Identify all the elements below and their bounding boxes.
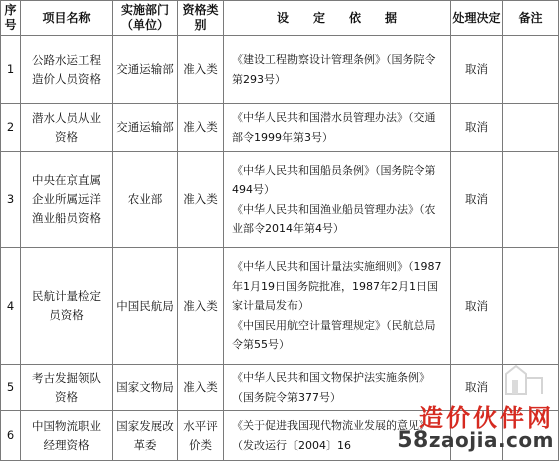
watermark-brand: 造价伙伴网	[419, 403, 554, 432]
basis-line: 《中国民用航空计量管理规定》（民航总局令第55号）	[232, 318, 436, 352]
row-no: 4	[1, 248, 21, 365]
row-remark	[503, 104, 559, 152]
row-name: 考古发掘领队资格	[21, 365, 113, 411]
table-row	[1, 104, 559, 152]
row-remark	[503, 248, 559, 365]
row-dept: 农业部	[113, 152, 178, 248]
basis-line: 《中华人民共和国潜水员管理办法》（交通部令1999年第3号）	[232, 111, 436, 144]
header-remark: 备注	[503, 1, 559, 36]
row-no: 2	[1, 104, 21, 152]
header-type: 资格类别	[178, 1, 224, 36]
row-decision: 取消	[451, 248, 503, 365]
header-row	[1, 1, 559, 36]
table-row	[1, 411, 559, 461]
row-name: 公路水运工程造价人员资格	[21, 36, 113, 104]
row-dept: 交通运输部	[113, 104, 178, 152]
watermark-url-num: 58	[397, 428, 429, 453]
row-dept: 交通运输部	[113, 36, 178, 104]
row-basis	[224, 104, 451, 152]
row-type: 准入类	[178, 152, 224, 248]
row-no: 5	[1, 365, 21, 411]
row-basis	[224, 36, 451, 104]
header-decision: 处理决定	[451, 1, 503, 36]
basis-line: 《中华人民共和国文物保护法实施条例》（国务院令第377号）	[232, 371, 430, 404]
header-basis: 设 定 依 据	[224, 1, 451, 36]
row-dept: 国家文物局	[113, 365, 178, 411]
row-basis	[224, 152, 451, 248]
row-type: 准入类	[178, 104, 224, 152]
row-basis	[224, 248, 451, 365]
row-remark	[503, 365, 559, 411]
row-decision	[451, 411, 503, 461]
basis-line: 《中华人民共和国渔业船员管理办法》（农业部令2014年第4号）	[232, 202, 436, 235]
row-type: 水平评价类	[178, 411, 224, 461]
table-row	[1, 248, 559, 365]
row-dept: 中国民航局	[113, 248, 178, 365]
basis-line: 《中华人民共和国船员条例》（国务院令第494号）	[232, 163, 436, 196]
watermark-url-rest: zaojia.com	[428, 428, 554, 452]
row-decision: 取消	[451, 36, 503, 104]
row-remark	[503, 152, 559, 248]
basis-line: 《中华人民共和国计量法实施细则》（1987年1月19日国务院批准，1987年2月1日国家计量局发布）	[232, 260, 442, 313]
row-no: 1	[1, 36, 21, 104]
row-no: 6	[1, 411, 21, 461]
row-name: 民航计量检定员资格	[21, 248, 113, 365]
row-remark	[503, 411, 559, 461]
row-name: 中央在京直属企业所属远洋渔业船员资格	[21, 152, 113, 248]
table-row	[1, 36, 559, 104]
row-dept: 国家发展改革委	[113, 411, 178, 461]
basis-line: 《关于促进我国现代物流业发展的意见》（发改运行〔2004〕16	[232, 419, 430, 452]
row-remark	[503, 36, 559, 104]
table-row	[1, 365, 559, 411]
table-row	[1, 152, 559, 248]
basis-line: 《建设工程勘察设计管理条例》（国务院令第293号）	[232, 53, 436, 86]
row-name: 潜水人员从业资格	[21, 104, 113, 152]
row-decision: 取消	[451, 365, 503, 411]
row-no: 3	[1, 152, 21, 248]
row-type: 准入类	[178, 36, 224, 104]
header-name: 项目名称	[21, 1, 113, 36]
row-decision: 取消	[451, 104, 503, 152]
row-name: 中国物流职业经理资格	[21, 411, 113, 461]
header-dept: 实施部门（单位）	[113, 1, 178, 36]
row-basis	[224, 365, 451, 411]
row-decision: 取消	[451, 152, 503, 248]
row-basis	[224, 411, 451, 461]
row-type: 准入类	[178, 365, 224, 411]
row-type: 准入类	[178, 248, 224, 365]
header-no: 序号	[1, 1, 21, 36]
